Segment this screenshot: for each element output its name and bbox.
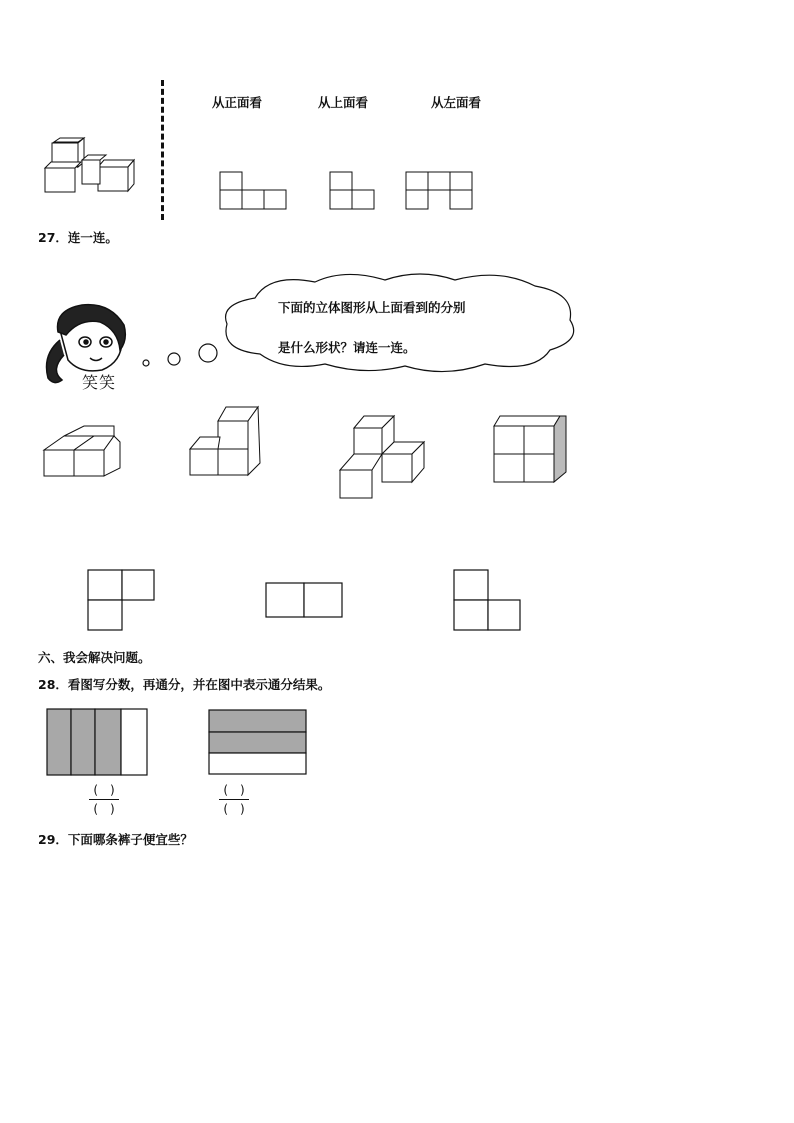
speech-line-1: 下面的立体图形从上面看到的分别 <box>278 300 466 315</box>
dashed-divider <box>161 80 164 220</box>
character-label: 笑笑 <box>82 373 117 392</box>
top-view-option-2 <box>264 579 348 621</box>
solid-figure-4 <box>492 412 572 487</box>
speech-cloud <box>215 268 585 378</box>
speech-line-2: 是什么形状？请连一连。 <box>278 340 416 355</box>
fraction-answer-2[interactable] <box>214 783 254 816</box>
fraction-diagram-horizontal <box>208 709 308 777</box>
section-six-title: 六、我会解决问题。 <box>38 650 151 665</box>
numerator-blank[interactable]: ( ) <box>93 783 115 797</box>
cube-solid-figure <box>42 138 142 198</box>
top-view-cell <box>330 172 352 190</box>
top-view-option-3 <box>452 566 524 634</box>
denominator-blank[interactable]: ( ) <box>223 802 245 816</box>
thought-bubbles <box>140 340 220 370</box>
q29-title: 29．下面哪条裤子便宜些？ <box>38 832 193 847</box>
front-view-cell <box>220 172 242 190</box>
denominator-blank[interactable]: ( ) <box>93 802 115 816</box>
q28-title: 28．看图写分数，再通分，并在图中表示通分结果。 <box>38 677 331 692</box>
fraction-diagram-vertical <box>46 708 150 778</box>
solid-figure-2 <box>188 403 268 483</box>
fraction-answer-1[interactable] <box>84 783 124 816</box>
fraction-bar <box>89 799 119 800</box>
solid-figure-1 <box>42 422 132 482</box>
left-view-cell <box>406 172 428 190</box>
view-header-left: 从左面看 <box>431 95 482 110</box>
top-view-option-1 <box>86 566 158 634</box>
view-header-top: 从上面看 <box>318 95 369 110</box>
fraction-bar <box>219 799 249 800</box>
ponytail <box>47 340 65 383</box>
q27-title: 27．连一连。 <box>38 230 118 245</box>
numerator-blank[interactable]: ( ) <box>223 783 245 797</box>
view-grids <box>218 170 518 215</box>
solid-figure-3 <box>338 412 438 502</box>
view-header-front: 从正面看 <box>212 95 263 110</box>
cube-solid-svg <box>42 138 142 198</box>
